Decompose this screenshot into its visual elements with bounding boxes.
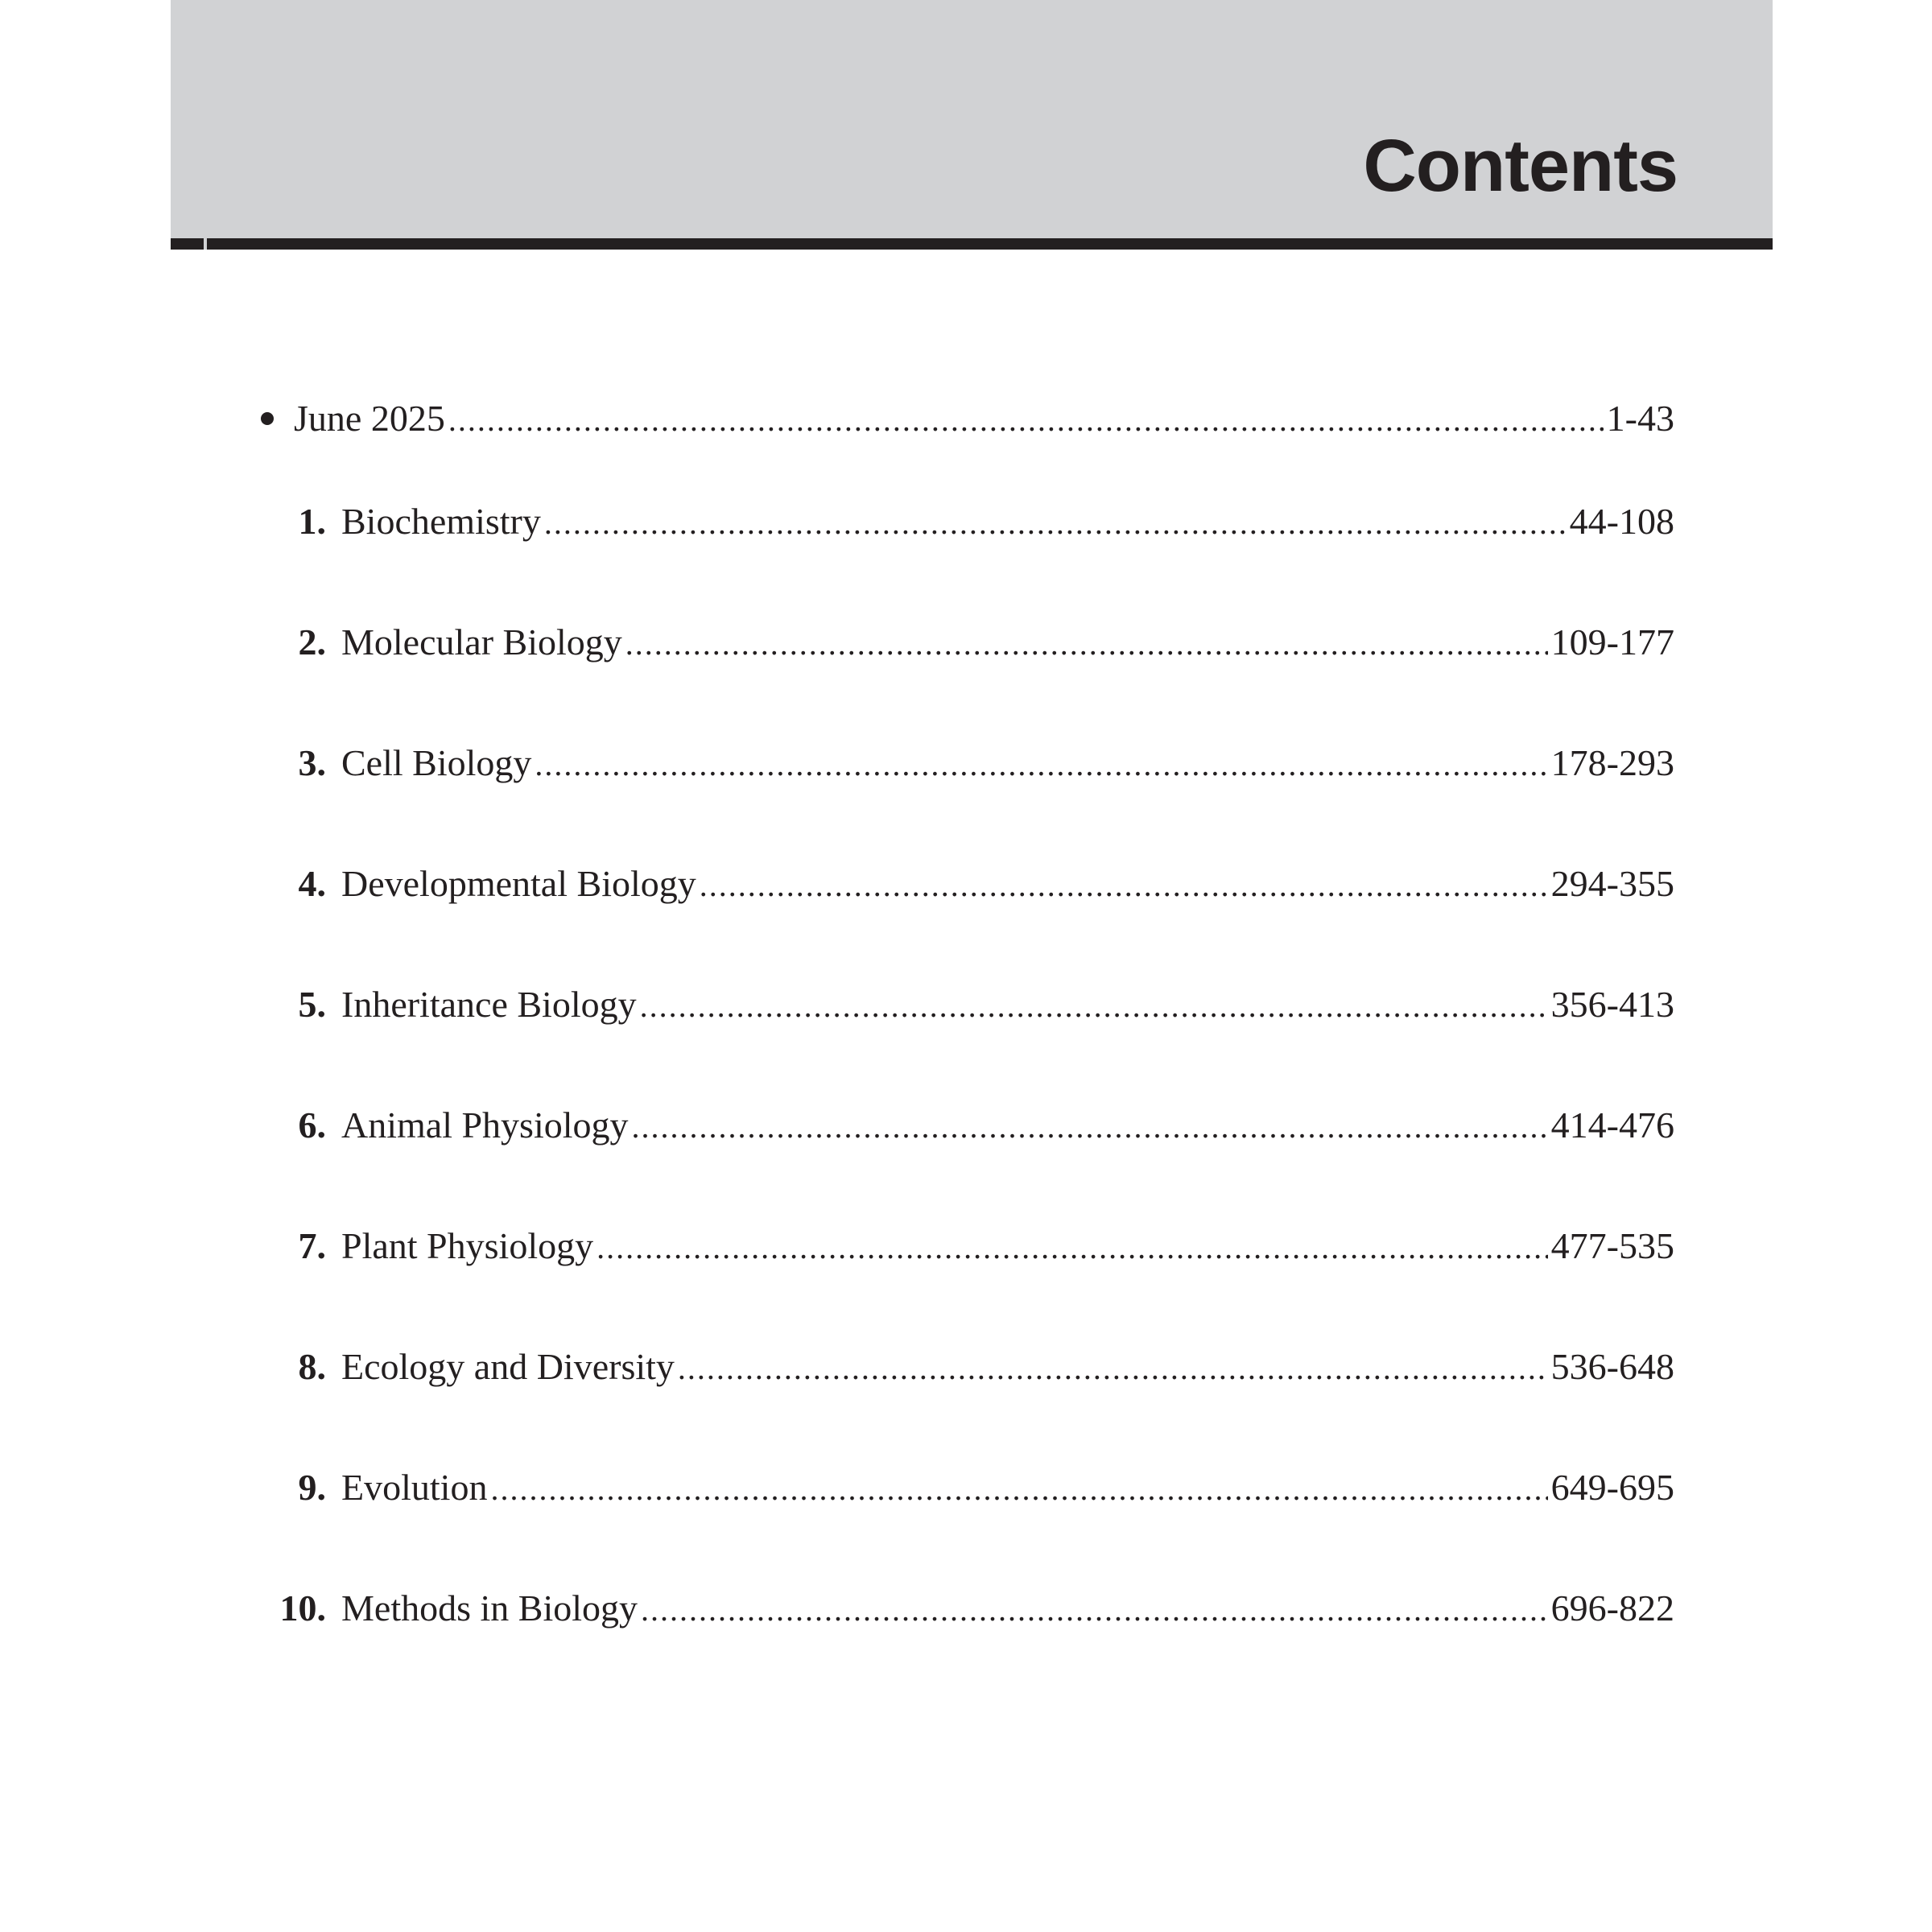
- dot-leader: [535, 741, 1547, 789]
- chapter-title: Evolution: [341, 1467, 488, 1508]
- toc-entry-chapter-5[interactable]: [0, 980, 1932, 1029]
- chapter-number: 9.: [298, 1467, 326, 1508]
- chapter-number: 2.: [298, 621, 326, 663]
- toc-line: [341, 739, 1674, 787]
- header-rule: [171, 238, 1773, 250]
- toc-line: [341, 1343, 1674, 1391]
- bullet-icon: [261, 412, 274, 425]
- chapter-title: Ecology and Diversity: [341, 1346, 675, 1387]
- toc-line: [341, 497, 1674, 546]
- toc-entry-chapter-8[interactable]: [0, 1343, 1932, 1391]
- chapter-number: 6.: [298, 1104, 326, 1146]
- chapter-pages: 356-413: [1550, 984, 1674, 1025]
- chapter-pages: 178-293: [1550, 742, 1674, 783]
- toc-line: [294, 394, 1674, 443]
- chapter-pages: 696-822: [1550, 1587, 1674, 1629]
- toc-line: [341, 860, 1674, 908]
- chapter-number: 4.: [298, 863, 326, 904]
- dot-leader: [678, 1344, 1548, 1393]
- toc-entry-chapter-1[interactable]: [0, 497, 1932, 546]
- chapter-title: Molecular Biology: [341, 621, 622, 663]
- chapter-number: 10.: [279, 1587, 326, 1629]
- dot-leader: [490, 1465, 1547, 1513]
- chapter-title: Biochemistry: [341, 501, 541, 542]
- toc-entry-chapter-2[interactable]: [0, 618, 1932, 667]
- chapter-pages: 414-476: [1550, 1104, 1674, 1146]
- toc-line: [341, 618, 1674, 667]
- dot-leader: [640, 982, 1548, 1030]
- chapter-number: 7.: [298, 1225, 326, 1266]
- toc-entry-chapter-4[interactable]: [0, 860, 1932, 908]
- toc-entry-chapter-6[interactable]: [0, 1101, 1932, 1150]
- toc-line: [341, 1463, 1674, 1512]
- toc-entry-chapter-7[interactable]: [0, 1222, 1932, 1270]
- chapter-title: Animal Physiology: [341, 1104, 629, 1146]
- chapter-title: Developmental Biology: [341, 863, 696, 904]
- toc-entry-title: June 2025: [294, 398, 445, 439]
- dot-leader: [544, 499, 1567, 547]
- chapter-number: 1.: [298, 501, 326, 542]
- toc-entry-chapter-3[interactable]: [0, 739, 1932, 787]
- toc-entry-chapter-10[interactable]: [0, 1584, 1932, 1633]
- page-title: Contents: [1363, 125, 1678, 207]
- chapter-number: 8.: [298, 1346, 326, 1387]
- toc-entry-pages: 1-43: [1606, 398, 1674, 439]
- chapter-pages: 44-108: [1569, 501, 1674, 542]
- dot-leader: [641, 1586, 1548, 1634]
- chapter-title: Cell Biology: [341, 742, 532, 783]
- toc-line: [341, 980, 1674, 1029]
- dot-leader: [597, 1224, 1548, 1272]
- dot-leader: [625, 620, 1548, 668]
- chapter-pages: 477-535: [1550, 1225, 1674, 1266]
- toc-entry-june-2025[interactable]: [0, 394, 1932, 443]
- chapter-title: Methods in Biology: [341, 1587, 638, 1629]
- chapter-pages: 649-695: [1550, 1467, 1674, 1508]
- chapter-pages: 109-177: [1550, 621, 1674, 663]
- chapter-title: Plant Physiology: [341, 1225, 594, 1266]
- chapter-number: 5.: [298, 984, 326, 1025]
- header-rule-notch: [204, 238, 207, 250]
- toc-entry-chapter-9[interactable]: [0, 1463, 1932, 1512]
- dot-leader: [448, 396, 1604, 444]
- chapter-number: 3.: [298, 742, 326, 783]
- chapter-pages: 294-355: [1550, 863, 1674, 904]
- dot-leader: [700, 861, 1548, 910]
- toc-line: [341, 1101, 1674, 1150]
- chapter-title: Inheritance Biology: [341, 984, 637, 1025]
- toc-line: [341, 1222, 1674, 1270]
- chapter-pages: 536-648: [1550, 1346, 1674, 1387]
- toc-line: [341, 1584, 1674, 1633]
- dot-leader: [632, 1103, 1548, 1151]
